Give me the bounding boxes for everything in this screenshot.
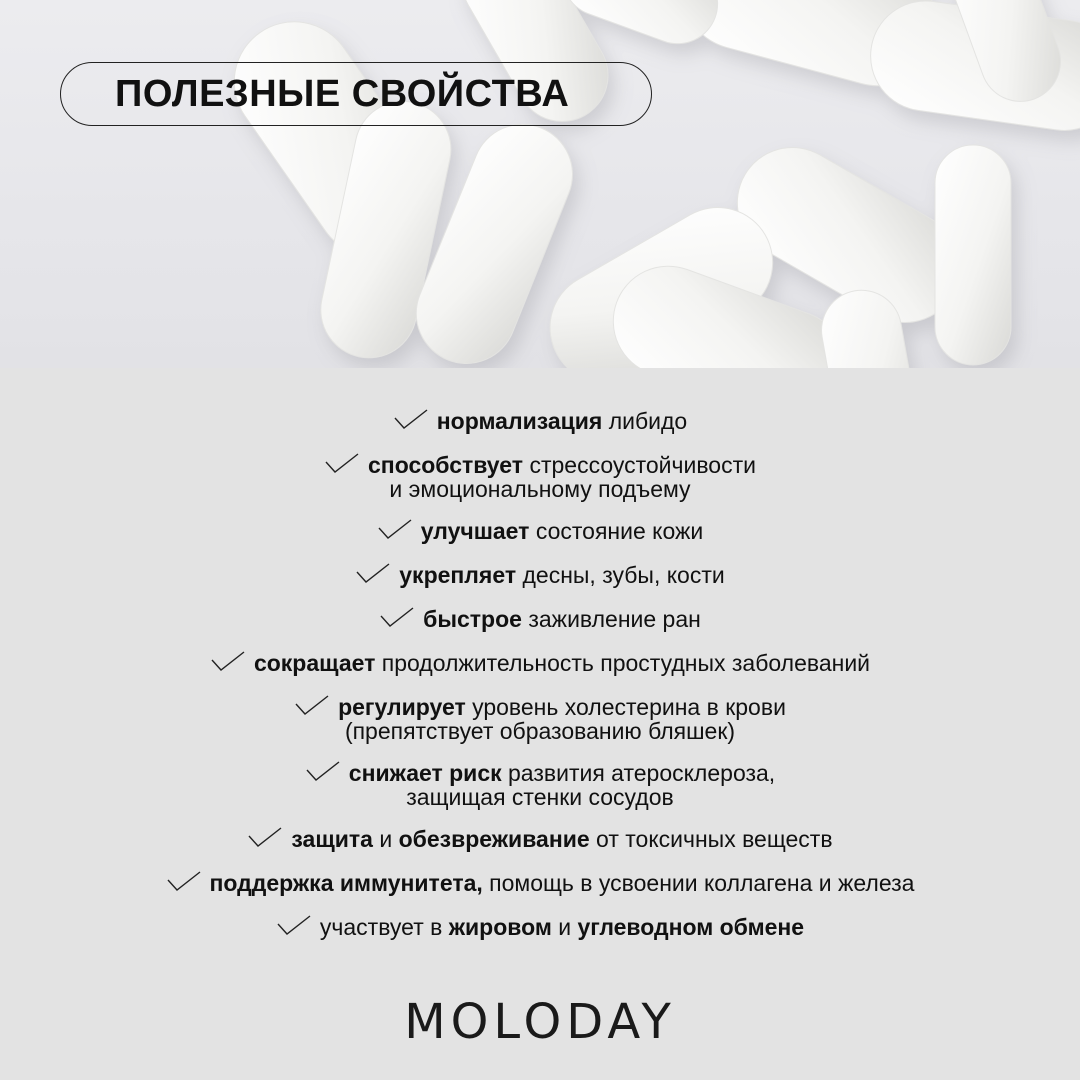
benefit-text: состояние кожи [529,518,704,544]
brand-logo: MOLODAY [404,994,676,1050]
checkmark-icon [276,914,312,936]
benefit-text: уровень холестерина в крови [465,694,786,720]
benefit-item [0,606,1080,631]
benefit-item [0,562,1080,587]
benefit-keyword: защита [291,826,373,852]
benefit-line [0,452,1080,477]
benefit-line [0,694,1080,719]
benefit-keyword: нормализация [436,408,603,434]
benefit-item [0,870,1080,895]
benefit-item [0,760,1080,809]
benefit-item [0,518,1080,543]
checkmark-icon [210,650,246,672]
benefit-keyword: снижает риск [348,760,502,786]
benefit-line [0,785,1080,809]
benefits-panel [0,368,1080,1080]
benefit-text: и [372,826,399,852]
benefit-item [0,826,1080,851]
benefit-keyword: способствует [368,452,524,478]
benefit-line [0,408,1080,433]
benefit-line [0,826,1080,851]
checkmark-icon [166,870,202,892]
hero-photo [0,0,1080,368]
benefit-keyword: поддержка иммунитета, [209,870,483,896]
benefit-item [0,452,1080,501]
benefit-line [0,562,1080,587]
benefit-text: защищая стенки сосудов [406,784,674,810]
benefit-text: и эмоциональному подъему [389,476,691,502]
benefit-line [0,650,1080,675]
checkmark-icon [305,760,341,782]
title-pill [60,62,652,126]
benefit-keyword: регулирует [338,694,466,720]
benefit-text: (препятствует образованию бляшек) [344,718,736,744]
benefit-text: развития атеросклероза, [501,760,776,786]
benefit-text: стрессоустойчивости [523,452,756,478]
benefit-keyword: обезвреживание [398,826,590,852]
checkmark-icon [377,518,413,540]
benefit-keyword: улучшает [420,518,530,544]
benefit-line [0,518,1080,543]
benefit-text: помощь в усвоении коллагена и железа [482,870,915,896]
checkmark-icon [294,694,330,716]
benefit-line [0,870,1080,895]
benefit-text: заживление ран [521,606,701,632]
benefit-text: от токсичных веществ [589,826,833,852]
checkmark-icon [324,452,360,474]
benefit-keyword: быстрое [423,606,522,632]
benefit-keyword: углеводном обмене [577,914,805,940]
checkmark-icon [355,562,391,584]
benefit-item [0,650,1080,675]
page-title: ПОЛЕЗНЫЕ СВОЙСТВА [115,72,570,115]
benefit-item [0,914,1080,939]
benefit-keyword: жировом [448,914,552,940]
benefit-line [0,760,1080,785]
benefit-keyword: сокращает [253,650,376,676]
benefit-line [0,477,1080,501]
benefit-keyword: укрепляет [399,562,517,588]
checkmark-icon [247,826,283,848]
benefit-text: десны, зубы, кости [516,562,725,588]
benefit-item [0,694,1080,743]
capsules-image [0,0,1080,368]
benefit-text: участвует в [319,914,449,940]
benefit-line [0,914,1080,939]
benefit-text: продолжительность простудных заболеваний [375,650,871,676]
benefit-item [0,408,1080,433]
benefit-line [0,719,1080,743]
checkmark-icon [379,606,415,628]
benefit-line [0,606,1080,631]
benefit-text: и [551,914,578,940]
benefit-text: либидо [602,408,688,434]
checkmark-icon [393,408,429,430]
